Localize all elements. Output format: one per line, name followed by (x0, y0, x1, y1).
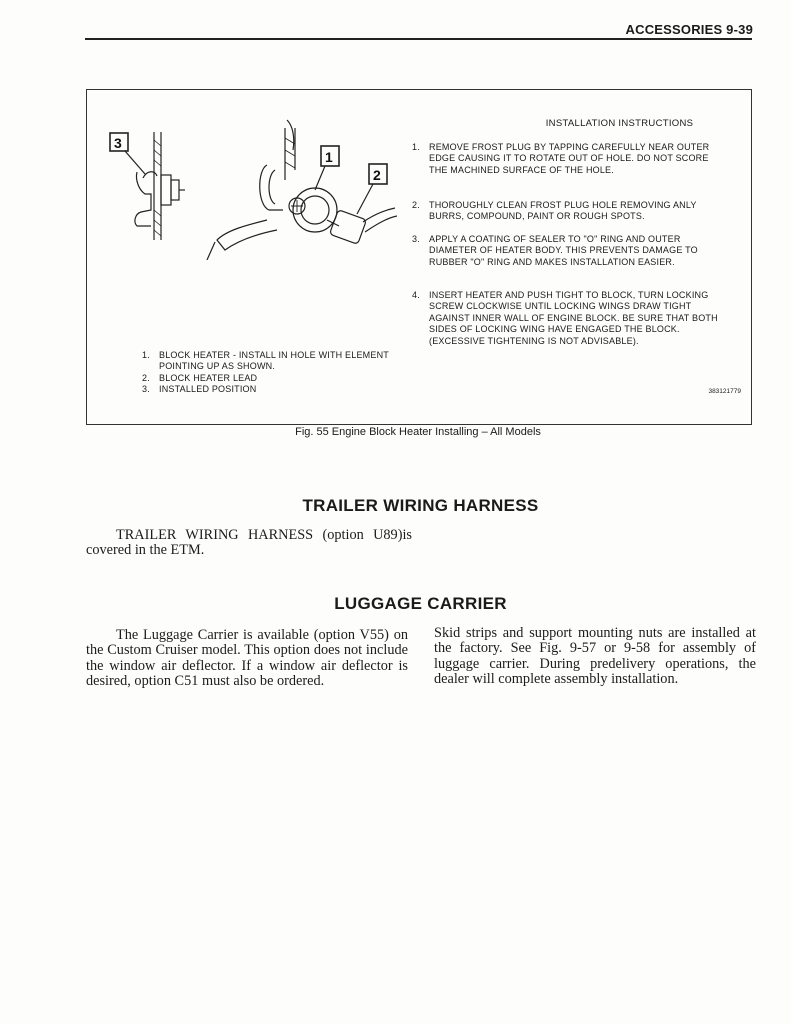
luggage-heading: LUGGAGE CARRIER (334, 594, 507, 613)
legend-number: 1. (142, 350, 150, 360)
luggage-column-1: The Luggage Carrier is available (option V55) on the Custom Cruiser model. This option does not include the window air deflector. If a window air deflector is desired, option C51 must also be ordered. (86, 627, 408, 689)
legend-text: INSTALLED POSITION (159, 384, 257, 394)
luggage-column-2: Skid strips and support mounting nuts are installed at the factory. See Fig. 9-57 or 9-58 for assembly of luggage carrier. During predelivery operations, the dealer will complete assembly installation. (434, 625, 756, 687)
page-header: ACCESSORIES 9-39 (625, 22, 753, 37)
instructions-title: INSTALLATION INSTRUCTIONS (545, 118, 694, 129)
figure-code: 383121779 (708, 388, 741, 395)
step-number: 1. (412, 142, 420, 152)
callout-2-label: 2 (373, 167, 381, 183)
step-number: 2. (412, 200, 420, 210)
legend-text: BLOCK HEATER LEAD (159, 373, 258, 383)
figure-box (86, 89, 752, 425)
trailer-heading: TRAILER WIRING HARNESS (302, 496, 539, 515)
step-number: 4. (412, 290, 420, 300)
step-text: THOROUGHLY CLEAN FROST PLUG HOLE REMOVING ANLY BURRS, COMPOUND, PAINT OR ROUGH SPOTS. (429, 200, 697, 222)
legend-number: 2. (142, 373, 150, 383)
step-text: APPLY A COATING OF SEALER TO "O" RING AND OUTER DIAMETER OF HEATER BODY. THIS PREVENTS DAMAGE TO RUBBER "O" RING AND MAKES INSTALLATION EASIER. (429, 234, 698, 267)
legend-text: BLOCK HEATER - INSTALL IN HOLE WITH ELEMENT POINTING UP AS SHOWN. (159, 350, 389, 372)
figure-caption: Fig. 55 Engine Block Heater Installing – All Models (295, 426, 541, 438)
callout-3-label: 3 (114, 135, 122, 151)
trailer-body: TRAILER WIRING HARNESS (option U89)is covered in the ETM. (86, 527, 412, 559)
callout-1-label: 1 (325, 149, 333, 165)
block-heater-illustration (107, 110, 397, 260)
step-text: REMOVE FROST PLUG BY TAPPING CAREFULLY NEAR OUTER EDGE CAUSING IT TO ROTATE OUT OF HOLE. DO NOT SCORE THE MACHINED SURFACE OF THE HOLE. (429, 142, 710, 175)
step-text: INSERT HEATER AND PUSH TIGHT TO BLOCK, TURN LOCKING SCREW CLOCKWISE UNTIL LOCKING WINGS DRAW TIGHT AGAINST INNER WALL OF ENGINE BLOCK. BE SURE THAT BOTH SIDES OF LOCKING WING HAVE ENGAGED THE BLOCK. (EXCESSIVE TIGHTENING IS NOT ADVISABLE). (429, 290, 718, 346)
legend-number: 3. (142, 384, 150, 394)
step-number: 3. (412, 234, 420, 244)
header-rule (85, 38, 752, 40)
